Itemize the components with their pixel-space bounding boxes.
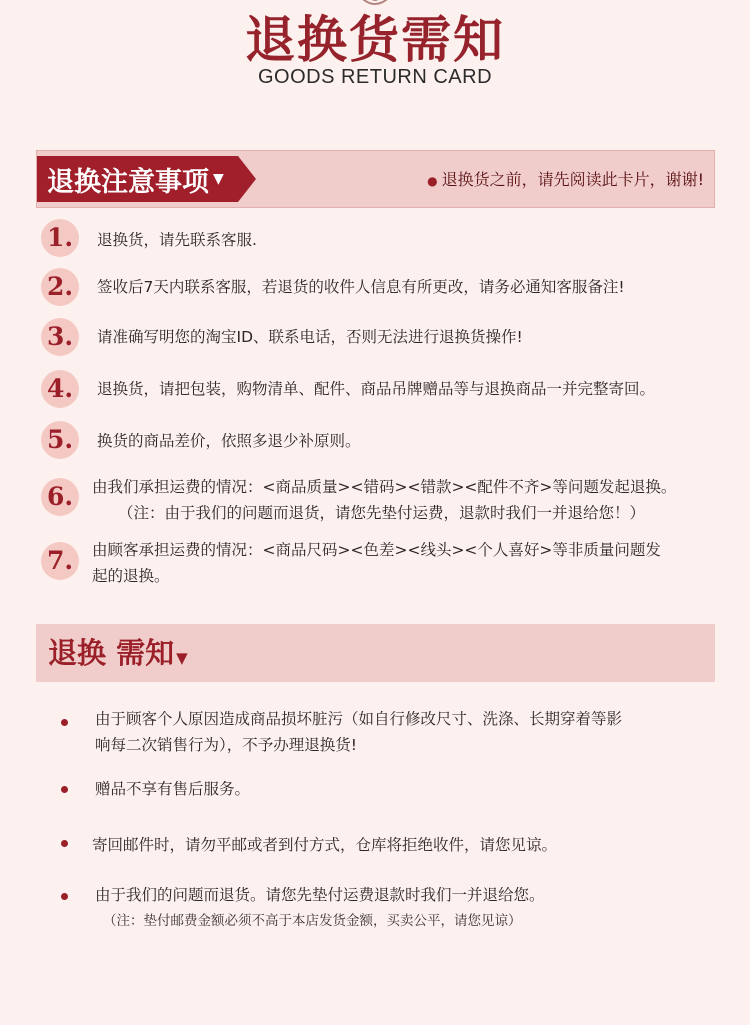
item-number: 4. <box>41 370 79 408</box>
bullet-icon <box>61 893 68 900</box>
list-item: 由于顾客个人原因造成商品损坏脏污（如自行修改尺寸、洗涤、长期穿着等影 <box>95 710 623 728</box>
item-number: 3. <box>41 318 79 356</box>
section-title-label: 退换 需知 <box>48 636 175 670</box>
list-item: 由于我们的问题而退货。请您先垫付运费退款时我们一并退给您。 <box>95 886 545 904</box>
bullet-icon <box>61 840 68 847</box>
page-title: 退换货需知 <box>245 10 505 69</box>
list-item-note: （注：由于我们的问题而退货，请您先垫付运费，退款时我们一并退给您！） <box>118 504 646 522</box>
list-item: 寄回邮件时，请勿平邮或者到付方式，仓库将拒绝收件，请您见谅。 <box>92 836 558 854</box>
section-header-bar <box>36 150 715 208</box>
bullet-icon <box>61 719 68 726</box>
page-subtitle: GOODS RETURN CARD <box>257 66 493 88</box>
list-item: 退换货，请把包装，购物清单、配件、商品吊牌赠品等与退换商品一并完整寄回。 <box>97 380 656 398</box>
section-note-text: 退换货之前，请先阅读此卡片，谢谢! <box>441 170 704 189</box>
list-item-continued: 起的退换。 <box>92 567 170 585</box>
item-number: 7. <box>41 542 79 580</box>
section-tag <box>37 156 238 202</box>
item-number: 5. <box>41 421 79 459</box>
item-number: 6. <box>41 478 79 516</box>
section-title <box>48 624 188 682</box>
caret-down-icon: ▼ <box>176 649 188 667</box>
list-item-note: （注：垫付邮费金额必须不高于本店发货金额，买卖公平，请您见谅） <box>103 913 522 929</box>
item-number: 2. <box>41 268 79 306</box>
item-number: 1. <box>41 219 79 257</box>
list-item: 退换货，请先联系客服. <box>97 231 257 249</box>
section-tag-label: 退换注意事项 <box>47 166 209 198</box>
list-item: 请准确写明您的淘宝ID、联系电话，否则无法进行退换货操作! <box>97 328 523 346</box>
list-item: 由顾客承担运费的情况：<商品尺码><色差><线头><个人喜好>等非质量问题发 <box>92 541 661 559</box>
list-item: 由我们承担运费的情况：<商品质量><错码><错款><配件不齐>等问题发起退换。 <box>92 478 677 496</box>
caret-down-icon: ▼ <box>213 171 224 187</box>
list-item-continued: 响每二次销售行为），不予办理退换货! <box>95 736 357 754</box>
bullet-icon: ● <box>427 174 438 188</box>
list-item: 签收后7天内联系客服，若退货的收件人信息有所更改，请务必通知客服备注! <box>97 278 625 296</box>
section-header-bar <box>36 624 715 682</box>
list-item: 赠品不享有售后服务。 <box>95 780 251 798</box>
bullet-icon <box>61 786 68 793</box>
list-item: 换货的商品差价，依照多退少补原则。 <box>97 432 361 450</box>
section-note <box>427 151 704 209</box>
